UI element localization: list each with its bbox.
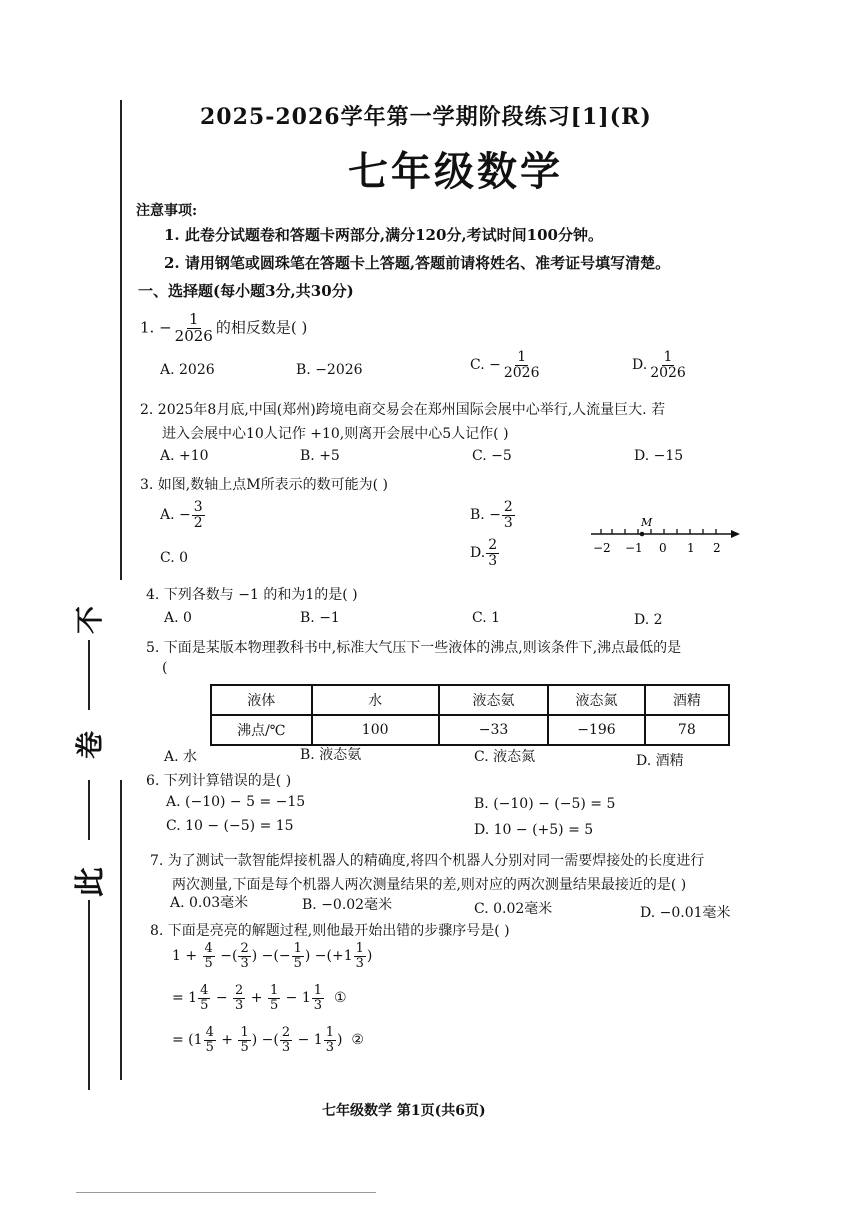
table-row <box>211 715 729 745</box>
q8-stem: 8. 下面是亮亮的解题过程,则他最开始出错的步骤序号是( ) <box>150 923 510 939</box>
q3-a-label: A. − <box>160 507 191 524</box>
side-dash-2 <box>88 640 90 710</box>
q6-option-a: A. (−10) − 5 = −15 <box>166 794 306 810</box>
table-cell: −33 <box>439 715 549 745</box>
q8-expression-0: 1 + $\frac{4}{5}$ −( $\frac{2}{3}$ ) −(− $\frac{1}{5}$ ) −(+1 $\frac{1}{3}$ ) <box>172 941 373 971</box>
q1-fraction-num: 1 <box>188 310 199 328</box>
step-1-marker: ① <box>333 990 347 1007</box>
q3-b-num: 2 <box>503 499 513 515</box>
q1-option-c <box>470 350 542 380</box>
notes-heading: 注意事项: <box>136 203 198 219</box>
q2-option-d: D. −15 <box>634 448 684 464</box>
table-cell: 液态氨 <box>439 685 549 715</box>
q3-option-d <box>470 538 500 568</box>
note-2: 2. 请用钢笔或圆珠笔在答题卡上答题,答题前请将姓名、准考证号填写清楚。 <box>164 254 671 272</box>
table-cell: 78 <box>645 715 729 745</box>
table-cell: 100 <box>312 715 439 745</box>
q2-line-1: 2. 2025年8月底,中国(郑州)跨境电商交易会在郑州国际会展中心举行,人流量巨大. 若 <box>140 402 666 418</box>
q3-option-b <box>470 500 516 530</box>
q3-option-a <box>160 500 206 530</box>
side-dash-3 <box>88 900 90 1090</box>
q1-option-d-frac <box>648 350 688 380</box>
q1-neg: − <box>159 318 172 337</box>
tick-label-neg2: −2 <box>593 541 611 555</box>
q1-d-den: 2026 <box>650 364 686 381</box>
q1-option-a: A. 2026 <box>160 362 215 378</box>
tick-label-0: 0 <box>659 541 667 555</box>
q2-option-c: C. −5 <box>472 448 512 464</box>
q6-option-b: B. (−10) − (−5) = 5 <box>474 796 616 812</box>
margin-line-bottom <box>120 780 122 1080</box>
step-2-marker: ② <box>351 1032 364 1049</box>
q1-option-c-frac <box>502 350 542 380</box>
table-cell: 水 <box>312 685 439 715</box>
q6-stem: 6. 下列计算错误的是( ) <box>146 773 292 789</box>
q1-c-den: 2026 <box>503 364 540 381</box>
table-cell: 酒精 <box>645 685 729 715</box>
bottom-rule <box>76 1192 376 1193</box>
q5-option-d: D. 酒精 <box>636 753 684 769</box>
q8-expression-2: = (1 $\frac{4}{5}$ + $\frac{1}{5}$ ) −( $\frac{2}{3}$ − 1 $\frac{1}{3}$ ) ② <box>172 1025 364 1055</box>
margin-line-top <box>120 100 122 580</box>
q1-d-num: 1 <box>663 349 673 365</box>
q5-line-2: ( <box>162 660 168 676</box>
q3-d-den: 3 <box>488 552 498 569</box>
q4-stem: 4. 下列各数与 −1 的和为1的是( ) <box>146 587 358 603</box>
note-1: 1. 此卷分试题卷和答题卡两部分,满分120分,考试时间100分钟。 <box>164 226 603 244</box>
q3-d-num: 2 <box>488 537 498 553</box>
q1-fraction-den: 2026 <box>174 326 213 345</box>
tick-label-1: 1 <box>687 541 695 555</box>
exam-title: 2025-2026学年第一学期阶段练习[1](R) <box>200 104 652 130</box>
side-char-3: 不 <box>73 605 107 635</box>
q6-option-d: D. 10 − (+5) = 5 <box>474 822 594 838</box>
table-cell: −196 <box>548 715 644 745</box>
subject-title: 七年级数学 <box>348 148 563 195</box>
tick-label-2: 2 <box>713 541 721 555</box>
table-cell: 液态氮 <box>548 685 644 715</box>
q4-option-c: C. 1 <box>472 610 501 626</box>
q4-option-b: B. −1 <box>300 610 340 626</box>
q3-b-frac <box>502 500 515 530</box>
page-footer: 七年级数学 第1页(共6页) <box>322 1103 486 1119</box>
q7-option-a: A. 0.03毫米 <box>170 895 249 911</box>
q7-option-c: C. 0.02毫米 <box>474 901 553 917</box>
q3-a-den: 2 <box>193 514 203 531</box>
side-char-1: 此 <box>73 867 108 897</box>
q1-fraction <box>173 312 215 345</box>
q3-option-c: C. 0 <box>160 550 189 566</box>
q5-line-1: 5. 下面是某版本物理教科书中,标准大气压下一些液体的沸点,则该条件下,沸点最低的是 <box>146 640 682 656</box>
question-1 <box>140 312 307 345</box>
q1-option-d <box>632 350 689 380</box>
q7-line-2: 两次测量,下面是每个机器人两次测量结果的差,则对应的两次测量结果最接近的是( ) <box>172 877 687 893</box>
q3-a-num: 3 <box>193 499 203 515</box>
q3-d-frac <box>486 538 499 568</box>
q5-option-a: A. 水 <box>164 749 198 765</box>
tick-label-neg1: −1 <box>625 541 643 555</box>
q3-b-label: B. − <box>470 507 501 524</box>
q3-stem: 3. 如图,数轴上点M所表示的数可能为( ) <box>140 477 388 493</box>
side-dash-1 <box>88 780 90 840</box>
q6-option-c: C. 10 − (−5) = 15 <box>166 818 294 834</box>
q1-option-d-label: D. <box>632 357 648 374</box>
q2-option-b: B. +5 <box>300 448 340 464</box>
q7-option-d: D. −0.01毫米 <box>640 905 731 921</box>
q7-option-b: B. −0.02毫米 <box>302 897 393 913</box>
q4-option-d: D. 2 <box>634 612 663 628</box>
q4-option-a: A. 0 <box>164 610 192 626</box>
q1-stem: 的相反数是( ) <box>215 318 308 337</box>
section-heading: 一、选择题(每小题3分,共30分) <box>138 282 354 300</box>
table-cell: 液体 <box>211 685 312 715</box>
boiling-point-table <box>210 684 730 746</box>
point-m <box>640 532 645 537</box>
q1-option-b: B. −2026 <box>296 362 363 378</box>
q8-expression-1: = 1 $\frac{4}{5}$ − $\frac{2}{3}$ + $\frac{1}{5}$ − 1 $\frac{1}{3}$ ① <box>172 983 347 1013</box>
point-m-label: M <box>641 516 653 529</box>
q1-c-num: 1 <box>517 349 527 365</box>
q5-option-c: C. 液态氮 <box>474 749 536 765</box>
q3-b-den: 3 <box>503 514 513 531</box>
q3-d-label: D. <box>470 545 486 562</box>
q7-line-1: 7. 为了测试一款智能焊接机器人的精确度,将四个机器人分别对同一需要焊接处的长度进行 <box>150 853 705 869</box>
table-cell: 沸点/℃ <box>211 715 312 745</box>
q1-number: 1. <box>140 318 155 337</box>
q5-option-b: B. 液态氨 <box>300 747 362 763</box>
table-header-row <box>211 685 729 715</box>
side-char-2: 卷 <box>73 730 107 760</box>
q2-line-2: 进入会展中心10人记作 +10,则离开会展中心5人记作( ) <box>162 426 509 442</box>
q2-option-a: A. +10 <box>160 448 209 464</box>
q1-option-c-label: C. − <box>470 357 501 374</box>
q3-a-frac <box>192 500 205 530</box>
number-line <box>585 512 745 562</box>
